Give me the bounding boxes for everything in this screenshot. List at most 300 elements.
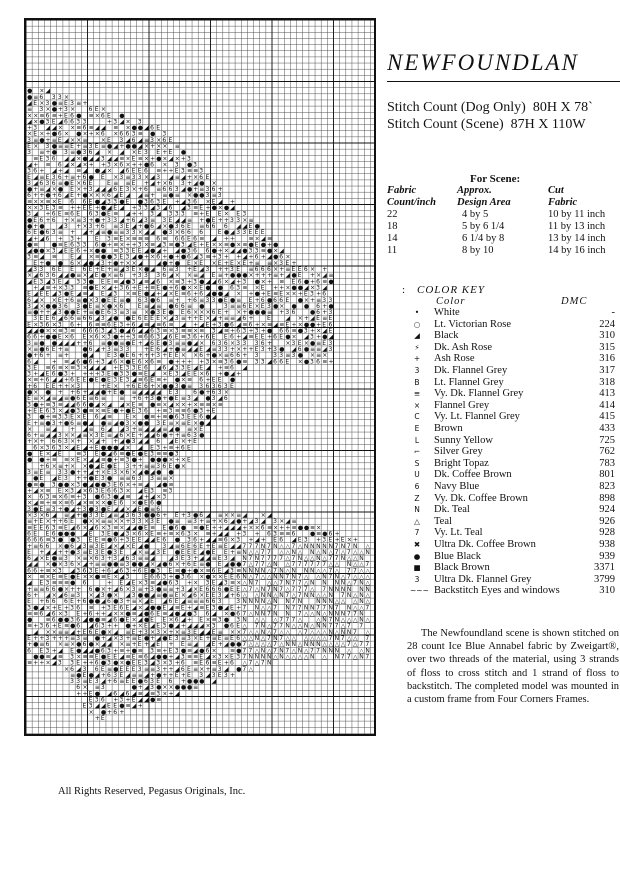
svg-text:◢: ◢ <box>230 555 235 563</box>
svg-text:≡: ≡ <box>76 216 82 224</box>
svg-text:≡: ≡ <box>211 635 217 642</box>
svg-text:3: 3 <box>254 247 259 255</box>
svg-text:◢: ◢ <box>137 327 143 335</box>
floss-color-name: Navy Blue <box>434 481 480 492</box>
svg-text:△: △ <box>297 542 303 550</box>
svg-text:●: ● <box>199 278 205 286</box>
svg-text:N: N <box>291 567 297 575</box>
svg-text:●: ● <box>82 481 88 489</box>
svg-text:E: E <box>180 548 185 556</box>
svg-text:7: 7 <box>242 641 247 649</box>
svg-text:3: 3 <box>230 567 234 575</box>
svg-text:E: E <box>211 198 216 206</box>
svg-text:+: + <box>125 518 131 526</box>
svg-text:+: + <box>150 192 156 200</box>
svg-text:3: 3 <box>273 530 277 538</box>
svg-text:+: + <box>150 382 156 390</box>
svg-text:+: + <box>174 198 180 206</box>
svg-text:●: ● <box>180 284 187 292</box>
svg-text:3: 3 <box>205 358 210 366</box>
svg-text:●: ● <box>82 302 88 310</box>
svg-text:△: △ <box>365 573 370 581</box>
svg-text:6: 6 <box>156 512 161 519</box>
svg-text:7: 7 <box>254 579 259 587</box>
svg-text:◢: ◢ <box>33 272 38 280</box>
svg-text:+: + <box>57 518 63 526</box>
dmc-number: 783 <box>599 457 615 469</box>
svg-text:7: 7 <box>328 555 333 563</box>
svg-text:+: + <box>27 542 33 550</box>
svg-text:+: + <box>260 290 266 298</box>
svg-text:◢: ◢ <box>193 339 198 347</box>
svg-text:◢: ◢ <box>51 653 57 661</box>
svg-text:6: 6 <box>223 518 228 526</box>
svg-text:≡: ≡ <box>33 610 39 618</box>
svg-text:E: E <box>57 296 62 304</box>
svg-text:E: E <box>199 315 204 323</box>
svg-text:+: + <box>180 622 186 630</box>
svg-text:◢: ◢ <box>76 432 81 440</box>
svg-text:◢: ◢ <box>180 198 186 206</box>
svg-text:3: 3 <box>168 339 173 347</box>
svg-text:6: 6 <box>57 130 62 138</box>
svg-text:×: × <box>70 106 76 114</box>
svg-text:≡: ≡ <box>39 585 45 593</box>
svg-text:E: E <box>76 610 81 618</box>
svg-text:●: ● <box>100 450 107 458</box>
svg-text:●: ● <box>193 678 199 686</box>
svg-text:×: × <box>125 259 131 267</box>
svg-text:●: ● <box>297 352 303 360</box>
svg-text:●: ● <box>100 659 107 667</box>
svg-text:◢: ◢ <box>88 524 94 532</box>
svg-text:3: 3 <box>82 216 87 224</box>
svg-text:+: + <box>57 382 63 390</box>
color-key-row <box>410 527 615 539</box>
svg-text:×: × <box>143 309 149 317</box>
svg-text:E: E <box>260 302 265 310</box>
svg-text:3: 3 <box>131 130 136 138</box>
svg-text:N: N <box>334 579 340 587</box>
svg-text:7: 7 <box>340 653 345 661</box>
svg-text:+: + <box>64 376 70 384</box>
stitch-symbol-icon: • <box>414 308 420 317</box>
svg-text:6: 6 <box>205 585 210 593</box>
svg-text:6: 6 <box>51 616 56 624</box>
dmc-number: 310 <box>599 585 615 597</box>
svg-text:+: + <box>199 241 205 249</box>
svg-text:N: N <box>359 591 364 599</box>
svg-text:×: × <box>125 542 131 550</box>
svg-text:◢: ◢ <box>27 266 32 273</box>
svg-text:+: + <box>248 315 254 323</box>
svg-text:6: 6 <box>51 530 56 538</box>
svg-text:≡: ≡ <box>236 296 242 304</box>
svg-text:3: 3 <box>150 647 154 655</box>
svg-text:6: 6 <box>150 124 154 132</box>
svg-text:3: 3 <box>113 376 118 384</box>
svg-text:7: 7 <box>242 628 247 636</box>
svg-text:6: 6 <box>76 401 81 409</box>
svg-text:E: E <box>27 419 31 427</box>
svg-text:≡: ≡ <box>322 358 328 366</box>
svg-text:+: + <box>279 284 285 292</box>
svg-text:+: + <box>174 456 180 464</box>
floss-color-name: Black Brown <box>434 562 490 574</box>
svg-text:3: 3 <box>45 179 50 187</box>
svg-text:7: 7 <box>279 555 284 563</box>
svg-text:+: + <box>211 253 217 261</box>
svg-text:3: 3 <box>107 659 111 667</box>
svg-text:6: 6 <box>230 333 234 341</box>
svg-text:≡: ≡ <box>180 635 186 642</box>
svg-text:+: + <box>236 333 242 341</box>
svg-text:7: 7 <box>254 561 259 569</box>
svg-text:△: △ <box>340 622 346 630</box>
svg-text:△: △ <box>353 616 358 624</box>
svg-text:≡: ≡ <box>223 241 229 249</box>
svg-text:×: × <box>76 179 82 187</box>
svg-text:E: E <box>137 635 142 642</box>
svg-text:N: N <box>273 542 278 550</box>
svg-text:+: + <box>174 432 180 440</box>
svg-text:+: + <box>76 505 82 513</box>
svg-text:△: △ <box>353 641 358 649</box>
svg-text:E: E <box>217 561 222 569</box>
svg-text:×: × <box>88 333 94 341</box>
svg-text:◢: ◢ <box>64 401 69 409</box>
svg-text:6: 6 <box>125 167 130 175</box>
svg-text:≡: ≡ <box>51 579 57 587</box>
svg-text:+: + <box>217 216 223 224</box>
svg-text:≡: ≡ <box>156 450 162 458</box>
svg-text:E: E <box>70 186 74 194</box>
svg-text:×: × <box>211 179 217 187</box>
svg-text:6: 6 <box>51 179 56 187</box>
svg-text:×: × <box>39 130 45 138</box>
svg-text:×: × <box>33 143 39 150</box>
svg-text:3: 3 <box>193 432 197 440</box>
svg-text:◢: ◢ <box>100 413 106 421</box>
svg-text:◢: ◢ <box>236 542 241 550</box>
svg-text:≡: ≡ <box>64 622 70 630</box>
svg-text:+: + <box>217 641 223 649</box>
svg-text:7: 7 <box>242 542 247 550</box>
dmc-column-header: DMC <box>561 296 588 307</box>
svg-text:E: E <box>199 653 204 661</box>
svg-text:◢: ◢ <box>131 690 137 698</box>
svg-text:3: 3 <box>150 487 154 495</box>
svg-text:3: 3 <box>82 493 87 501</box>
svg-text:3: 3 <box>125 247 130 255</box>
svg-text:+: + <box>125 333 131 341</box>
svg-text:●: ● <box>70 272 76 280</box>
svg-text:×: × <box>88 296 94 304</box>
svg-text:◢: ◢ <box>242 253 247 261</box>
svg-text:3: 3 <box>260 345 265 353</box>
svg-text:6: 6 <box>94 622 99 630</box>
svg-text:≡: ≡ <box>162 192 168 200</box>
svg-text:●: ● <box>57 536 64 544</box>
svg-text:●: ● <box>303 358 310 366</box>
svg-text:●: ● <box>51 302 57 310</box>
svg-text:3: 3 <box>27 253 31 261</box>
svg-text:E: E <box>94 143 99 150</box>
svg-text:◢: ◢ <box>150 659 155 667</box>
svg-text:◢: ◢ <box>27 278 32 286</box>
svg-text:6: 6 <box>113 678 118 686</box>
svg-text:6: 6 <box>143 186 148 194</box>
svg-text:+: + <box>131 284 137 292</box>
svg-text:●: ● <box>125 143 131 150</box>
color-key-row <box>410 562 615 574</box>
svg-text:△: △ <box>297 622 303 630</box>
svg-text:6: 6 <box>150 339 154 347</box>
svg-text:●: ● <box>223 616 230 624</box>
svg-text:≡: ≡ <box>174 278 180 286</box>
color-key-row <box>410 319 615 331</box>
svg-text:+: + <box>39 333 45 341</box>
svg-text:≡: ≡ <box>150 579 156 587</box>
svg-text:3: 3 <box>64 555 68 563</box>
svg-text:+: + <box>193 290 199 298</box>
svg-text:6: 6 <box>94 665 99 673</box>
svg-text:◢: ◢ <box>94 671 100 679</box>
svg-text:E: E <box>187 456 191 464</box>
svg-text:E: E <box>137 382 142 390</box>
svg-text:×: × <box>168 475 174 483</box>
svg-text:×: × <box>57 493 63 501</box>
svg-text:≡: ≡ <box>137 376 143 384</box>
svg-text:×: × <box>27 376 33 384</box>
svg-text:+: + <box>248 536 254 544</box>
svg-text:6: 6 <box>94 413 99 421</box>
svg-text:●: ● <box>291 284 297 292</box>
svg-text:E: E <box>242 259 247 267</box>
svg-text:3: 3 <box>150 475 154 483</box>
svg-text:6: 6 <box>82 198 87 206</box>
svg-text:E: E <box>180 555 185 563</box>
svg-text:+: + <box>94 370 100 378</box>
svg-text:E: E <box>131 653 136 661</box>
svg-text:≡: ≡ <box>180 339 186 347</box>
svg-text:+: + <box>88 161 94 169</box>
svg-text:+: + <box>57 106 63 114</box>
svg-text:△: △ <box>254 628 260 636</box>
svg-text:+: + <box>162 647 168 655</box>
svg-text:×: × <box>131 530 137 538</box>
svg-text:3: 3 <box>143 216 148 224</box>
svg-text:+: + <box>242 524 248 532</box>
svg-text:◢: ◢ <box>205 364 211 372</box>
svg-text:≡: ≡ <box>168 419 174 427</box>
svg-text:×: × <box>150 253 156 261</box>
svg-text:●: ● <box>174 425 180 433</box>
svg-text:×: × <box>285 284 291 292</box>
svg-text:7: 7 <box>334 622 339 630</box>
svg-text:×: × <box>193 585 199 593</box>
svg-text:N: N <box>316 641 321 649</box>
svg-text:×: × <box>187 284 193 292</box>
svg-text:●: ● <box>230 296 236 304</box>
svg-text:7: 7 <box>291 561 296 569</box>
svg-text:3: 3 <box>303 536 308 544</box>
svg-text:6: 6 <box>162 321 167 329</box>
svg-text:E: E <box>33 524 38 532</box>
svg-text:N: N <box>316 542 321 550</box>
svg-text:E: E <box>193 370 197 378</box>
svg-text:E: E <box>88 696 93 704</box>
svg-text:≡: ≡ <box>88 499 94 507</box>
svg-text:E: E <box>131 678 136 686</box>
svg-text:◢: ◢ <box>174 653 180 661</box>
svg-text:E: E <box>45 173 50 181</box>
svg-text:≡: ≡ <box>242 358 248 366</box>
svg-text:×: × <box>27 512 33 519</box>
svg-text:◢: ◢ <box>94 462 100 470</box>
svg-text:≡: ≡ <box>156 530 162 538</box>
svg-text:6: 6 <box>88 106 93 114</box>
svg-text:3: 3 <box>107 524 111 532</box>
svg-text:◢: ◢ <box>217 327 223 335</box>
svg-text:×: × <box>88 573 94 581</box>
svg-text:+: + <box>217 524 223 532</box>
svg-text:◢: ◢ <box>107 616 112 624</box>
svg-text:3: 3 <box>64 561 68 569</box>
svg-text:●: ● <box>162 635 168 642</box>
svg-text:+: + <box>137 628 143 636</box>
svg-text:3: 3 <box>150 450 154 458</box>
svg-text:●: ● <box>33 604 39 612</box>
stitch-symbol-icon: ■ <box>413 563 421 573</box>
svg-text:E: E <box>107 278 111 286</box>
svg-text:6: 6 <box>57 192 62 200</box>
svg-text:+: + <box>162 530 168 538</box>
svg-text:◢: ◢ <box>187 622 192 630</box>
svg-text:×: × <box>211 647 217 655</box>
svg-text:E: E <box>150 315 154 323</box>
svg-text:≡: ≡ <box>125 173 131 181</box>
svg-text:6: 6 <box>76 389 81 396</box>
svg-text:◢: ◢ <box>266 253 272 261</box>
svg-text:≡: ≡ <box>45 468 51 476</box>
svg-text:△: △ <box>273 591 278 599</box>
svg-text:◢: ◢ <box>137 610 143 618</box>
svg-text:≡: ≡ <box>57 653 63 661</box>
svg-text:≡: ≡ <box>193 204 199 212</box>
svg-text:N: N <box>291 573 297 581</box>
svg-text:×: × <box>260 512 266 519</box>
svg-text:×: × <box>33 204 39 212</box>
svg-text:E: E <box>70 598 74 606</box>
svg-text:3: 3 <box>199 253 204 261</box>
svg-text:3: 3 <box>143 204 148 212</box>
svg-text:◢: ◢ <box>70 628 75 636</box>
svg-text:◢: ◢ <box>119 425 124 433</box>
svg-text:3: 3 <box>64 475 68 483</box>
svg-text:+: + <box>205 665 211 673</box>
svg-text:≡: ≡ <box>88 425 94 433</box>
svg-text:+: + <box>187 296 193 304</box>
svg-text:●: ● <box>143 505 150 513</box>
svg-text:◢: ◢ <box>64 339 69 347</box>
svg-text:E: E <box>187 364 191 372</box>
svg-text:●: ● <box>33 505 39 513</box>
svg-text:×: × <box>174 628 180 636</box>
svg-text:≡: ≡ <box>113 272 119 280</box>
svg-text:6: 6 <box>236 352 241 360</box>
svg-text:≡: ≡ <box>137 481 143 489</box>
svg-text:●: ● <box>64 290 70 298</box>
svg-text:≡: ≡ <box>193 659 199 667</box>
svg-text:+: + <box>51 358 57 366</box>
svg-text:3: 3 <box>113 216 118 224</box>
svg-text:N: N <box>285 622 290 630</box>
svg-text:3: 3 <box>125 229 130 237</box>
svg-text:E: E <box>254 345 259 353</box>
svg-text:3: 3 <box>27 210 31 218</box>
svg-text:≡: ≡ <box>150 690 156 698</box>
svg-text:△: △ <box>365 616 370 624</box>
svg-text:◢: ◢ <box>180 598 186 606</box>
svg-text:◢: ◢ <box>143 438 149 446</box>
svg-text:●: ● <box>242 247 248 255</box>
svg-text:◢: ◢ <box>51 376 57 384</box>
svg-text:6: 6 <box>70 321 74 329</box>
svg-text:+: + <box>150 155 156 163</box>
svg-text:△: △ <box>322 628 327 636</box>
svg-text:◢: ◢ <box>70 358 75 366</box>
svg-text:7: 7 <box>334 548 339 556</box>
svg-text:◢: ◢ <box>279 247 284 255</box>
svg-text:≡: ≡ <box>82 548 88 556</box>
svg-text:×: × <box>70 481 76 489</box>
svg-text:7: 7 <box>248 542 253 550</box>
svg-text:6: 6 <box>162 266 167 273</box>
svg-text:6: 6 <box>199 413 204 421</box>
svg-text:E: E <box>230 635 234 642</box>
svg-text:●: ● <box>51 241 57 249</box>
svg-text:+: + <box>94 266 100 273</box>
svg-text:E: E <box>131 696 136 704</box>
svg-text:≡: ≡ <box>273 272 279 280</box>
svg-text:●: ● <box>156 604 162 612</box>
svg-text:×: × <box>217 241 223 249</box>
svg-text:◢: ◢ <box>180 610 186 618</box>
svg-text:6: 6 <box>143 376 148 384</box>
svg-text:+: + <box>131 395 137 403</box>
svg-text:≡: ≡ <box>113 222 119 230</box>
svg-text:+: + <box>57 345 63 353</box>
svg-text:E: E <box>27 321 31 329</box>
svg-text:3: 3 <box>205 192 210 200</box>
svg-text:3: 3 <box>236 284 241 292</box>
svg-text:●: ● <box>285 333 291 341</box>
svg-text:3: 3 <box>180 653 185 661</box>
svg-text:6: 6 <box>88 339 93 347</box>
svg-text:●: ● <box>100 708 107 716</box>
svg-text:◢: ◢ <box>205 536 211 544</box>
svg-text:6: 6 <box>57 161 62 169</box>
svg-text:◢: ◢ <box>150 321 155 329</box>
svg-text:3: 3 <box>174 579 179 587</box>
svg-text:E: E <box>39 524 44 532</box>
svg-text:7: 7 <box>242 561 247 569</box>
svg-text:≡: ≡ <box>205 401 211 409</box>
svg-text:7: 7 <box>297 585 302 593</box>
svg-text:●: ● <box>27 481 33 489</box>
svg-text:6: 6 <box>27 567 31 575</box>
